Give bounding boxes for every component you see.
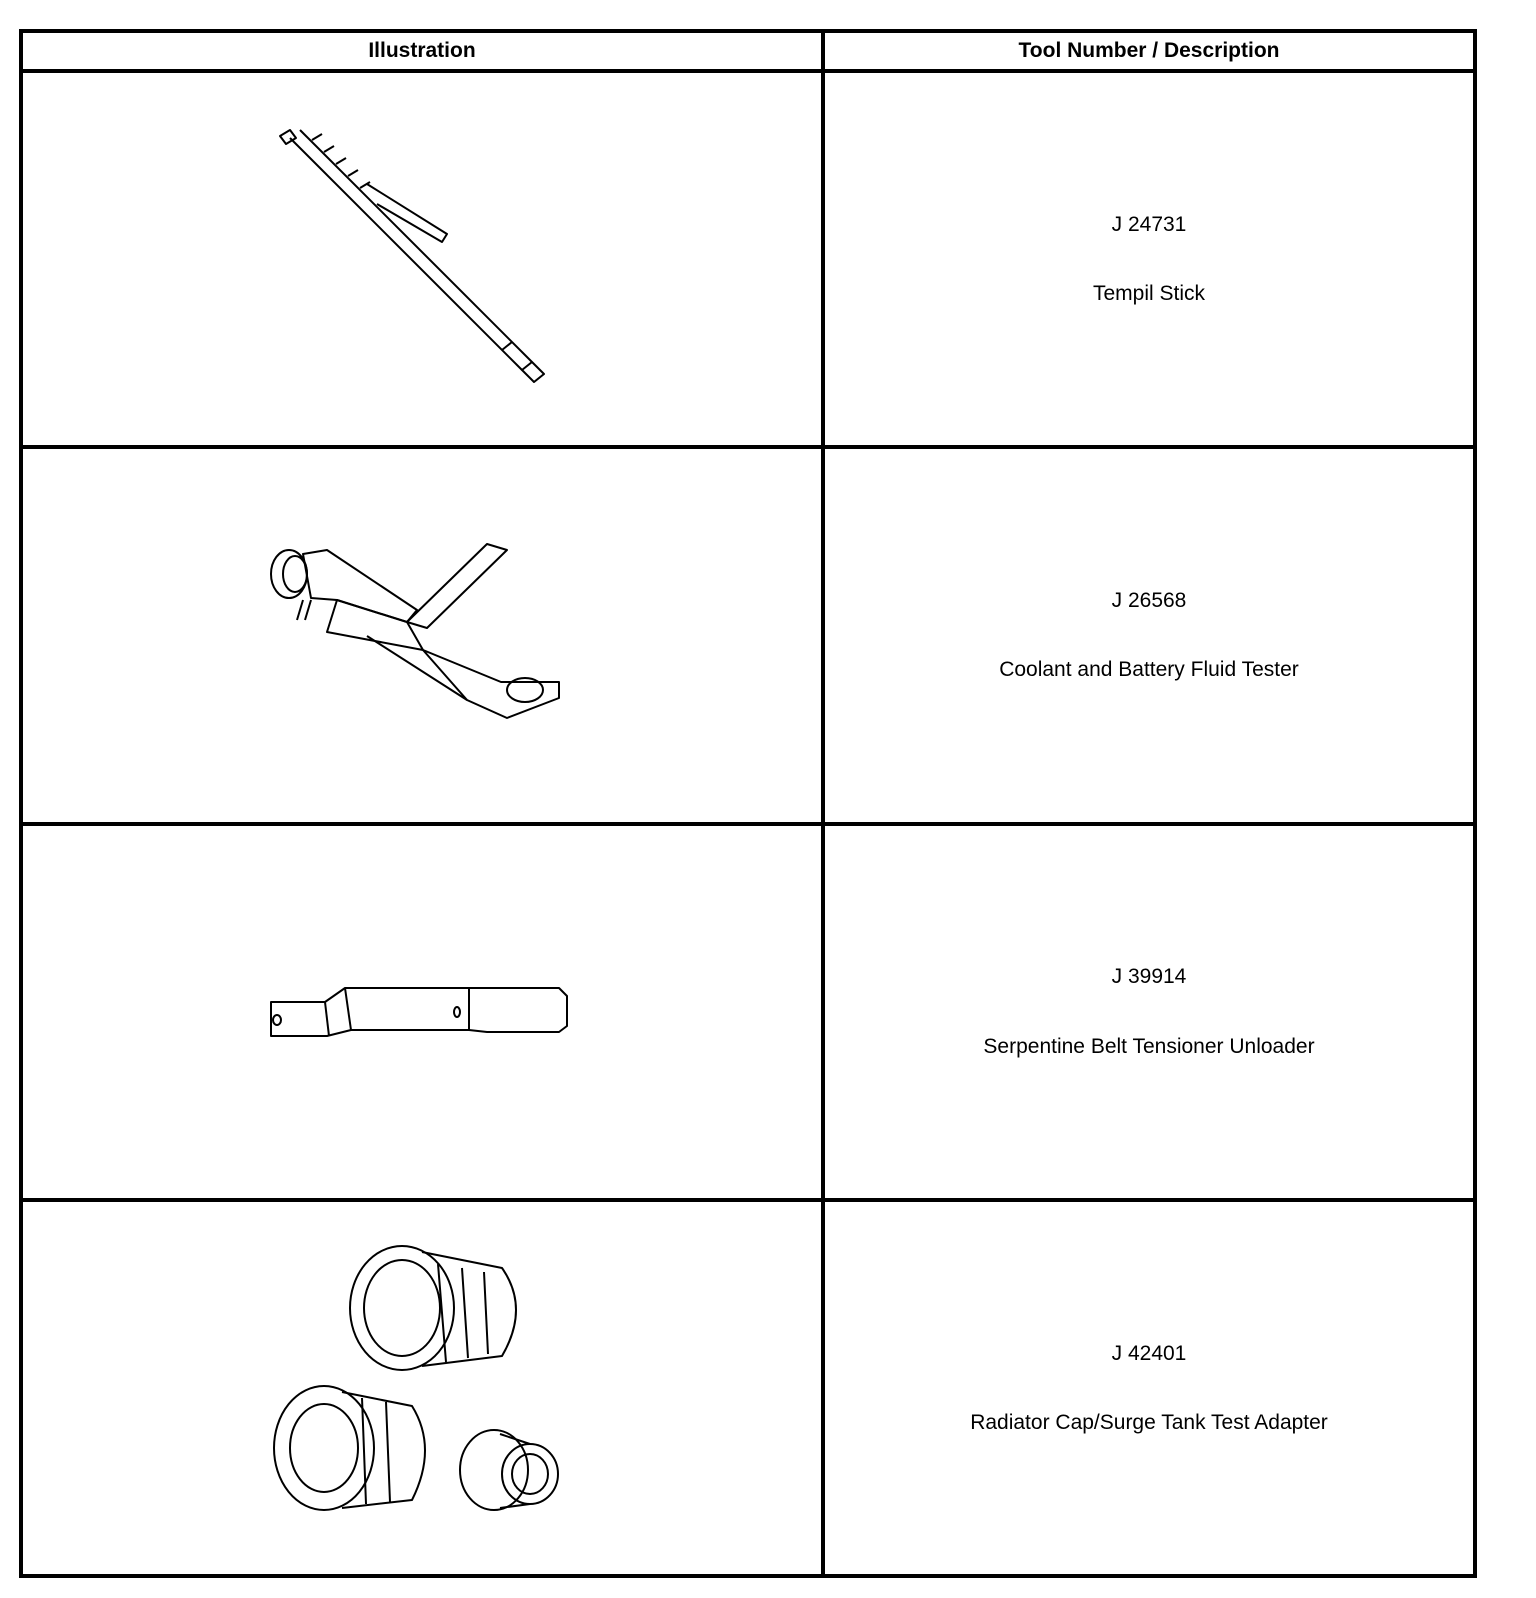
header-tool-description: Tool Number / Description [823, 31, 1475, 71]
table-row [21, 71, 1475, 447]
tool-table [19, 29, 1477, 1578]
header-illustration: Illustration [21, 31, 823, 71]
tool-number: J 42401 [1111, 1341, 1187, 1365]
test-adapter-icon [262, 1238, 582, 1538]
description-cell [823, 1200, 1475, 1576]
illustration-cell [21, 1200, 823, 1576]
tensioner-unloader-icon [267, 982, 577, 1042]
illustration-cell [21, 824, 823, 1200]
header-row [21, 31, 1475, 71]
table-row [21, 447, 1475, 823]
tool-description: Tempil Stick [1092, 282, 1206, 306]
tool-description: Serpentine Belt Tensioner Unloader [983, 1034, 1315, 1058]
table-row [21, 1200, 1475, 1576]
illustration-cell [21, 71, 823, 447]
description-cell [823, 447, 1475, 823]
tool-description: Coolant and Battery Fluid Tester [999, 658, 1299, 682]
tool-description: Radiator Cap/Surge Tank Test Adapter [970, 1410, 1328, 1434]
description-cell [823, 824, 1475, 1200]
fluid-tester-icon [267, 540, 577, 730]
description-cell [823, 71, 1475, 447]
table-row [21, 824, 1475, 1200]
tool-number: J 24731 [1111, 212, 1187, 236]
tool-number: J 39914 [1111, 965, 1187, 989]
tool-number: J 26568 [1111, 589, 1187, 613]
illustration-cell [21, 447, 823, 823]
tempil-stick-icon [272, 124, 572, 394]
